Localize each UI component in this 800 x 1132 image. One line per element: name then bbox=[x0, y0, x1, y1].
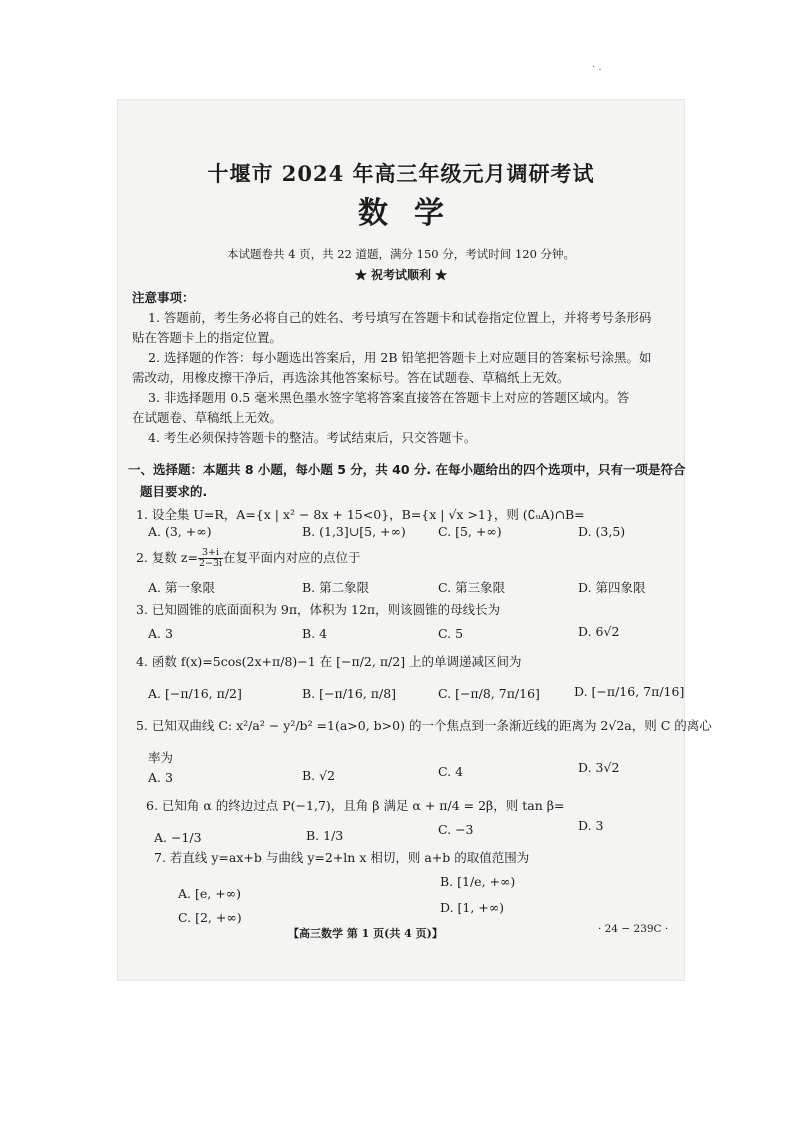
q1-option-d: D. (3,5) bbox=[578, 524, 626, 539]
q5-option-b: B. √2 bbox=[302, 768, 336, 783]
q4-option-b: B. [−π/16, π/8] bbox=[302, 686, 397, 701]
exam-page bbox=[118, 100, 712, 980]
question-5-stem-cont: 率为 bbox=[148, 750, 174, 765]
q2-stem-pre: 2. 复数 z= bbox=[136, 550, 198, 565]
notice-line: 3. 非选择题用 0.5 毫米黑色墨水签字笔将答案直接答在答题卡上对应的答题区域内。答 bbox=[148, 390, 630, 405]
q7-option-b: B. [1/e, +∞) bbox=[440, 874, 516, 889]
q6-option-a: A. −1/3 bbox=[154, 830, 202, 845]
q4-option-c: C. [−π/8, 7π/16] bbox=[438, 686, 540, 701]
question-4-stem: 4. 函数 f(x)=5cos(2x+π/8)−1 在 [−π/2, π/2] 上的单调递减区间为 bbox=[136, 654, 522, 669]
section-heading: 一、选择题：本题共 8 小题，每小题 5 分，共 40 分. 在每小题给出的四个选项中，只有一项是符合 bbox=[128, 462, 686, 477]
q1-option-a: A. (3, +∞) bbox=[148, 524, 212, 539]
q2-denominator: 2−3i bbox=[198, 558, 223, 569]
question-3-stem: 3. 已知圆锥的底面面积为 9π，体积为 12π，则该圆锥的母线长为 bbox=[136, 602, 501, 617]
q7-option-a: A. [e, +∞) bbox=[178, 886, 241, 901]
notice-heading: 注意事项： bbox=[132, 290, 195, 305]
q6-option-c: C. −3 bbox=[438, 822, 474, 837]
q2-option-d: D. 第四象限 bbox=[578, 580, 646, 595]
q3-option-a: A. 3 bbox=[148, 626, 173, 641]
q7-option-c: C. [2, +∞) bbox=[178, 910, 242, 925]
q4-option-a: A. [−π/16, π/2] bbox=[148, 686, 242, 701]
q3-option-d: D. 6√2 bbox=[578, 624, 620, 639]
subject-title: 数学 bbox=[358, 196, 470, 231]
q2-option-c: C. 第三象限 bbox=[438, 580, 506, 595]
q2-fraction bbox=[198, 548, 223, 569]
q1-option-b: B. (1,3]∪[5, +∞) bbox=[302, 524, 406, 539]
notice-line: 1. 答题前，考生务必将自己的姓名、考号填写在答题卡和试卷指定位置上，并将考号条形码 bbox=[148, 310, 652, 325]
q3-option-b: B. 4 bbox=[302, 626, 328, 641]
question-1-stem: 1. 设全集 U=R，A={x | x² − 8x + 15<0}，B={x | √x >1}，则 (∁ᵤA)∩B= bbox=[136, 507, 585, 522]
exam-title: 十堰市 2024 年高三年级元月调研考试 bbox=[207, 161, 595, 186]
notice-line: 需改动，用橡皮擦干净后，再选涂其他答案标号。答在试题卷、草稿纸上无效。 bbox=[132, 370, 570, 385]
q6-option-d: D. 3 bbox=[578, 818, 604, 833]
question-5-stem: 5. 已知双曲线 C: x²/a² − y²/b² =1(a>0, b>0) 的一个焦点到一条渐近线的距离为 2√2a，则 C 的离心 bbox=[136, 718, 712, 733]
notice-line: 贴在答题卡上的指定位置。 bbox=[132, 330, 283, 345]
q2-numerator: 3+i bbox=[198, 548, 223, 559]
page-footer: 【高三数学 第 1 页(共 4 页)】 bbox=[288, 927, 443, 940]
paper-code: · 24 − 239C · bbox=[598, 923, 669, 935]
q3-option-c: C. 5 bbox=[438, 626, 464, 641]
question-6-stem: 6. 已知角 α 的终边过点 P(−1,7)，且角 β 满足 α + π/4 = 2β，则 tan β= bbox=[146, 798, 565, 813]
q2-stem-post: 在复平面内对应的点位于 bbox=[223, 550, 361, 565]
q4-option-d: D. [−π/16, 7π/16] bbox=[574, 684, 685, 699]
good-luck-line: ★ 祝考试顺利 ★ bbox=[354, 268, 448, 282]
section-heading-cont: 题目要求的. bbox=[140, 484, 208, 499]
q5-option-c: C. 4 bbox=[438, 764, 464, 779]
q6-option-b: B. 1/3 bbox=[306, 828, 344, 843]
corner-mark: · . bbox=[592, 62, 602, 73]
notice-line: 2. 选择题的作答：每小题选出答案后，用 2B 铅笔把答题卡上对应题目的答案标号涂黑。如 bbox=[148, 350, 652, 365]
q5-option-d: D. 3√2 bbox=[578, 760, 620, 775]
q7-option-d: D. [1, +∞) bbox=[440, 900, 505, 915]
notice-line: 4. 考生必须保持答题卡的整洁。考试结束后，只交答题卡。 bbox=[148, 430, 477, 445]
q1-option-c: C. [5, +∞) bbox=[438, 524, 502, 539]
q2-option-a: A. 第一象限 bbox=[148, 580, 215, 595]
exam-info: 本试题卷共 4 页，共 22 道题，满分 150 分，考试时间 120 分钟。 bbox=[226, 247, 576, 261]
notice-line: 在试题卷、草稿纸上无效。 bbox=[132, 410, 283, 425]
question-7-stem: 7. 若直线 y=ax+b 与曲线 y=2+ln x 相切，则 a+b 的取值范围为 bbox=[154, 850, 530, 865]
question-2-stem bbox=[136, 548, 361, 569]
q5-option-a: A. 3 bbox=[148, 770, 173, 785]
q2-option-b: B. 第二象限 bbox=[302, 580, 370, 595]
